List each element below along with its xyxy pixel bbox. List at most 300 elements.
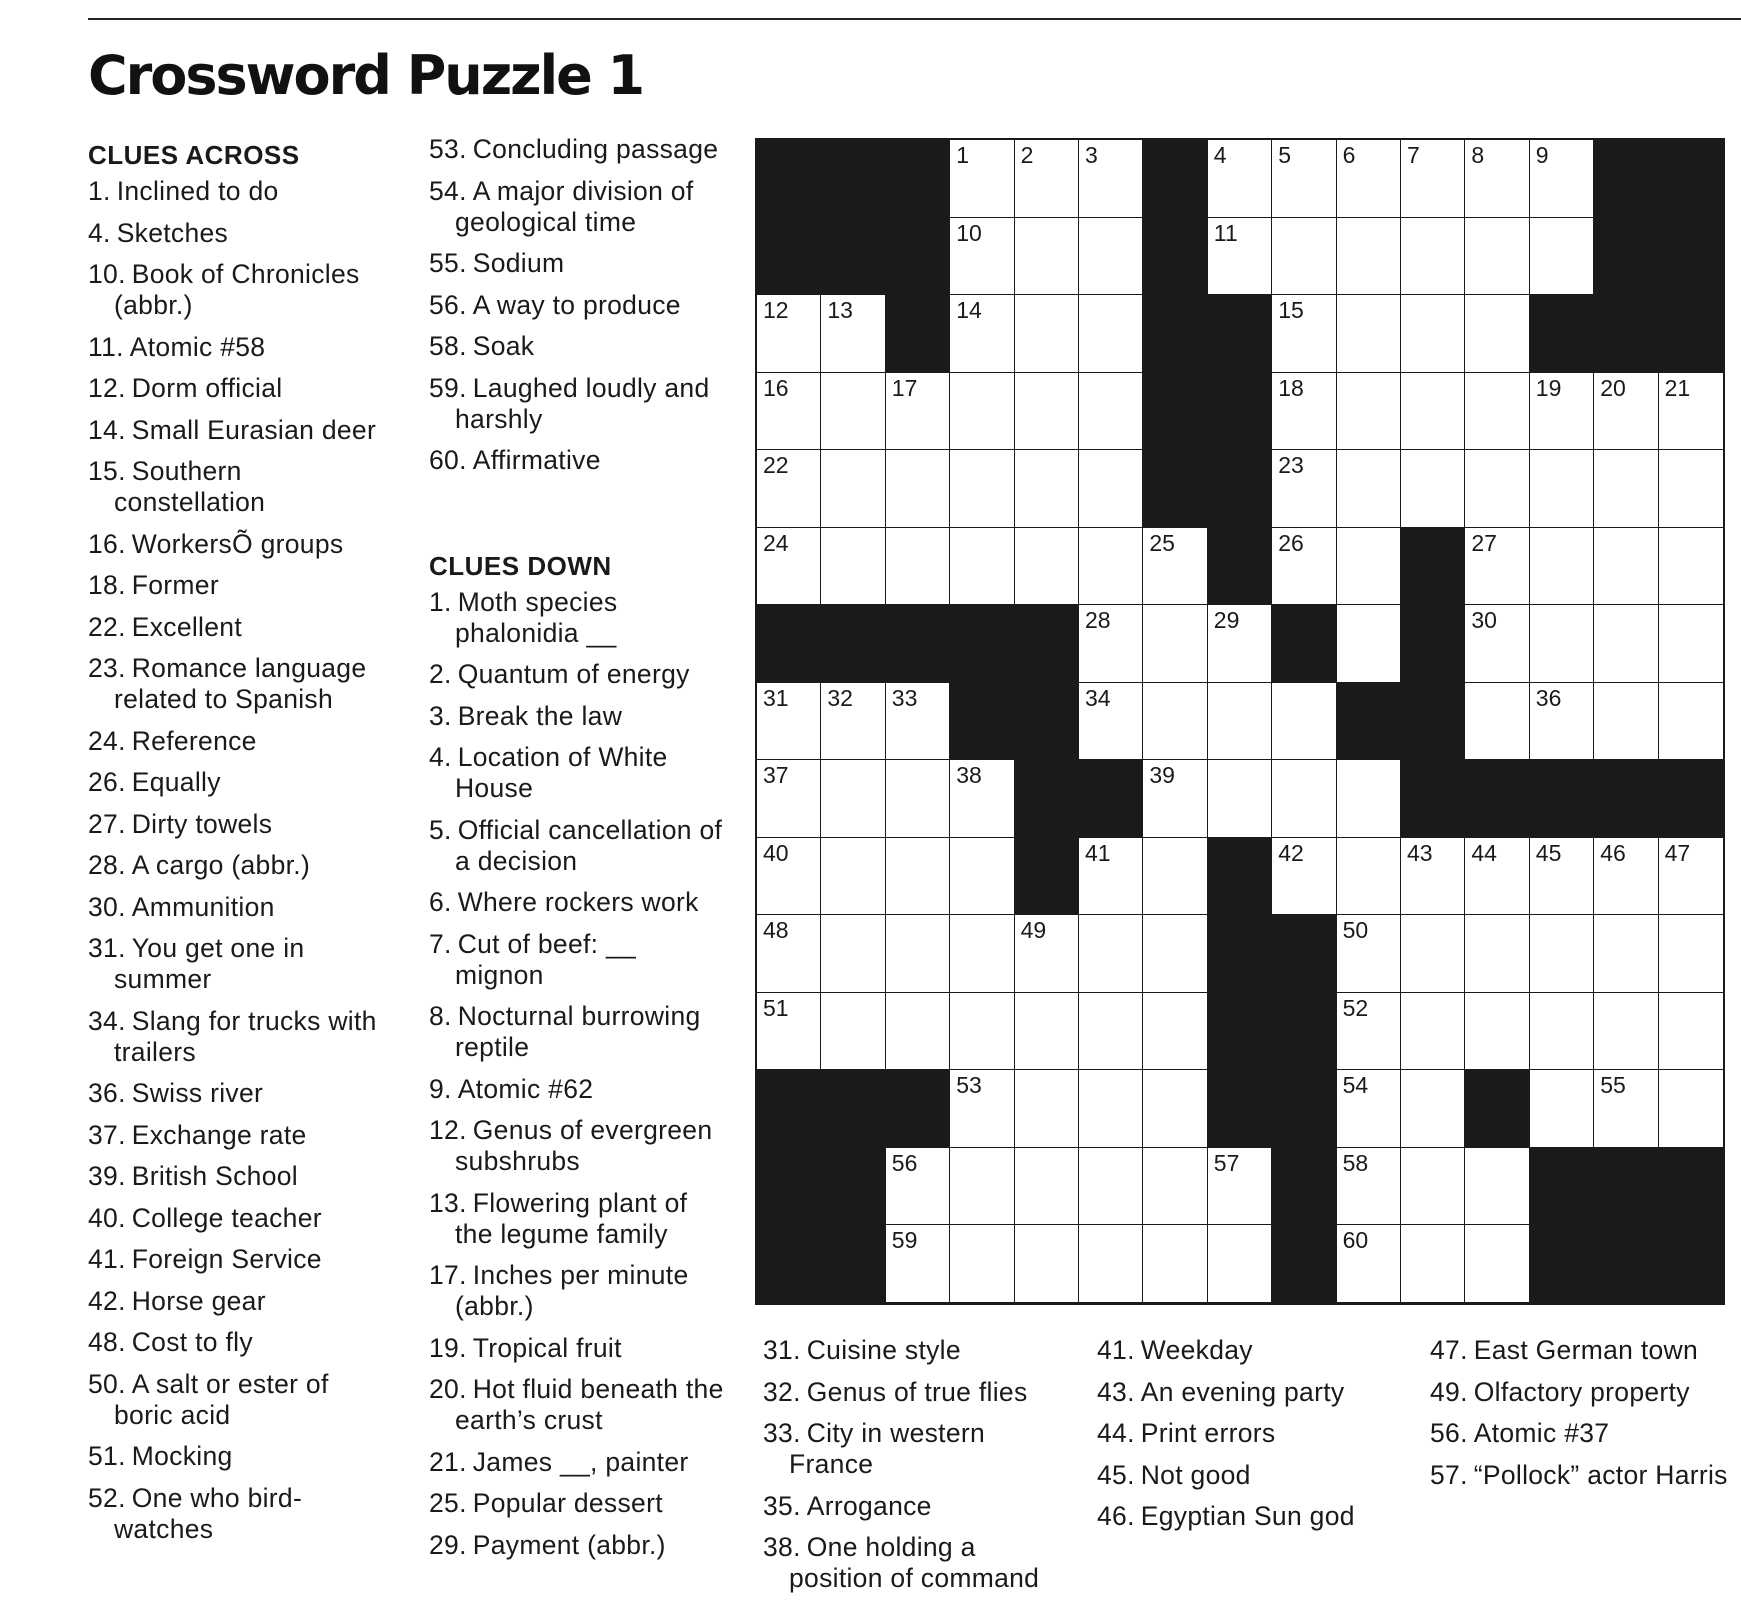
grid-cell[interactable] bbox=[1272, 218, 1336, 296]
clue-item bbox=[429, 815, 729, 877]
black-cell bbox=[1272, 605, 1336, 683]
grid-cell[interactable] bbox=[1272, 683, 1336, 761]
grid-cell[interactable] bbox=[1337, 373, 1401, 451]
clue-text: Dorm official bbox=[131, 373, 283, 403]
grid-cell[interactable] bbox=[1015, 295, 1079, 373]
black-cell bbox=[1659, 295, 1723, 373]
clue-number: 36. bbox=[88, 1078, 126, 1108]
black-cell bbox=[1143, 295, 1207, 373]
grid-cell[interactable] bbox=[757, 450, 821, 528]
clue-number: 27. bbox=[88, 808, 126, 839]
grid-cell[interactable] bbox=[886, 1225, 950, 1303]
cell-number: 7 bbox=[1407, 142, 1420, 168]
grid-cell[interactable] bbox=[757, 915, 821, 993]
grid-cell[interactable] bbox=[886, 993, 950, 1071]
black-cell bbox=[886, 605, 950, 683]
clue-text: City in western France bbox=[789, 1418, 986, 1479]
clue-text: Sodium bbox=[472, 248, 565, 278]
grid-cell[interactable] bbox=[950, 218, 1014, 296]
grid-cell[interactable] bbox=[1465, 528, 1529, 606]
cell-number: 34 bbox=[1085, 684, 1111, 711]
grid-cell[interactable] bbox=[1272, 528, 1336, 606]
clue-item bbox=[429, 290, 729, 321]
grid-cell[interactable] bbox=[1401, 218, 1465, 296]
black-cell bbox=[1143, 218, 1207, 296]
black-cell bbox=[1208, 373, 1272, 451]
grid-cell[interactable] bbox=[950, 993, 1014, 1071]
grid-cell[interactable] bbox=[1143, 1225, 1207, 1303]
clue-item bbox=[88, 1327, 388, 1358]
black-cell bbox=[757, 1148, 821, 1226]
grid-cell[interactable] bbox=[1272, 295, 1336, 373]
grid-cell[interactable] bbox=[886, 683, 950, 761]
clue-text: Swiss river bbox=[131, 1078, 264, 1108]
clue-item bbox=[88, 612, 388, 643]
black-cell bbox=[1659, 760, 1723, 838]
grid-cell[interactable] bbox=[950, 373, 1014, 451]
grid-cell[interactable] bbox=[821, 993, 885, 1071]
grid-cell[interactable] bbox=[821, 760, 885, 838]
grid-cell[interactable] bbox=[821, 915, 885, 993]
grid-cell[interactable] bbox=[757, 373, 821, 451]
black-cell bbox=[1594, 760, 1658, 838]
grid-cell[interactable] bbox=[1401, 838, 1465, 916]
clue-item bbox=[88, 332, 388, 363]
black-cell bbox=[1401, 683, 1465, 761]
down-list-part-2 bbox=[763, 1335, 1073, 1594]
clue-number: 12. bbox=[88, 373, 126, 403]
cell-number: 16 bbox=[763, 374, 789, 401]
grid-cell[interactable] bbox=[1659, 605, 1723, 683]
clue-number: 7. bbox=[429, 928, 452, 959]
grid-cell[interactable] bbox=[1659, 838, 1723, 916]
grid-cell[interactable] bbox=[1594, 528, 1658, 606]
black-cell bbox=[1530, 1148, 1594, 1226]
black-cell bbox=[886, 295, 950, 373]
clue-text: Dirty towels bbox=[131, 808, 273, 839]
grid-cell[interactable] bbox=[1079, 140, 1143, 218]
cell-number: 9 bbox=[1535, 142, 1549, 168]
grid-cell[interactable] bbox=[1337, 218, 1401, 296]
black-cell bbox=[1208, 528, 1272, 606]
cell-number: 52 bbox=[1342, 994, 1369, 1021]
grid-cell[interactable] bbox=[1337, 1148, 1401, 1226]
black-cell bbox=[1143, 450, 1207, 528]
grid-cell[interactable] bbox=[1465, 683, 1529, 761]
grid-cell[interactable] bbox=[1594, 605, 1658, 683]
grid-cell[interactable] bbox=[1079, 605, 1143, 683]
clue-text: Moth species phalonidia __ bbox=[455, 586, 618, 648]
cell-number: 1 bbox=[956, 142, 969, 168]
clue-text: Flowering plant of the legume family bbox=[455, 1187, 688, 1249]
clue-text: Hot fluid beneath the earth’s crust bbox=[455, 1374, 724, 1435]
clue-item bbox=[88, 892, 388, 923]
grid-cell[interactable] bbox=[757, 295, 821, 373]
grid-cell[interactable] bbox=[1530, 915, 1594, 993]
grid-cell[interactable] bbox=[821, 373, 885, 451]
grid-cell[interactable] bbox=[886, 838, 950, 916]
grid-cell[interactable] bbox=[1208, 140, 1272, 218]
grid-cell[interactable] bbox=[886, 450, 950, 528]
clue-number: 57. bbox=[1430, 1459, 1468, 1490]
clues-column-2 bbox=[429, 134, 729, 1571]
grid-cell[interactable] bbox=[1208, 218, 1272, 296]
clue-number: 53. bbox=[429, 134, 467, 164]
grid-cell[interactable] bbox=[1143, 1070, 1207, 1148]
clue-item bbox=[1097, 1501, 1407, 1532]
clue-item bbox=[429, 1333, 729, 1364]
grid-cell[interactable] bbox=[1079, 1148, 1143, 1226]
black-cell bbox=[821, 605, 885, 683]
black-cell bbox=[1272, 1225, 1336, 1303]
grid-cell[interactable] bbox=[1208, 605, 1272, 683]
clue-item bbox=[88, 767, 388, 798]
across-list-part-1 bbox=[88, 176, 388, 1545]
grid-cell[interactable] bbox=[1401, 1070, 1465, 1148]
clue-text: Genus of true flies bbox=[806, 1376, 1028, 1407]
clue-number: 1. bbox=[429, 586, 452, 617]
grid-cell[interactable] bbox=[1465, 450, 1529, 528]
clue-item bbox=[429, 1115, 729, 1177]
clue-number: 41. bbox=[1097, 1335, 1135, 1365]
black-cell bbox=[1659, 140, 1723, 218]
grid-cell[interactable] bbox=[1337, 760, 1401, 838]
clue-item bbox=[88, 809, 388, 840]
grid-cell[interactable] bbox=[886, 373, 950, 451]
grid-cell[interactable] bbox=[1015, 528, 1079, 606]
cell-number: 51 bbox=[763, 994, 789, 1021]
clue-number: 50. bbox=[88, 1368, 126, 1399]
grid-cell[interactable] bbox=[950, 838, 1014, 916]
clue-text: Book of Chronicles (abbr.) bbox=[114, 259, 360, 320]
cell-number: 15 bbox=[1278, 297, 1304, 324]
clue-item bbox=[88, 218, 388, 249]
grid-cell[interactable] bbox=[1272, 140, 1336, 218]
grid-cell[interactable] bbox=[1015, 1225, 1079, 1303]
black-cell bbox=[1015, 605, 1079, 683]
grid-cell[interactable] bbox=[1401, 373, 1465, 451]
clue-text: Small Eurasian deer bbox=[131, 414, 377, 445]
grid-cell[interactable] bbox=[1079, 683, 1143, 761]
grid-cell[interactable] bbox=[1079, 218, 1143, 296]
grid-cell[interactable] bbox=[1143, 760, 1207, 838]
clue-text: Sketches bbox=[116, 217, 229, 248]
grid-cell[interactable] bbox=[1337, 1225, 1401, 1303]
grid-cell[interactable] bbox=[1594, 450, 1658, 528]
clue-number: 3. bbox=[429, 700, 452, 731]
grid-cell[interactable] bbox=[1015, 915, 1079, 993]
grid-cell[interactable] bbox=[1530, 218, 1594, 296]
grid-cell[interactable] bbox=[1465, 1148, 1529, 1226]
grid-cell[interactable] bbox=[1465, 605, 1529, 683]
grid-cell[interactable] bbox=[886, 528, 950, 606]
grid-cell[interactable] bbox=[1530, 1070, 1594, 1148]
grid-cell[interactable] bbox=[1015, 1148, 1079, 1226]
black-cell bbox=[1143, 373, 1207, 451]
clue-text: Payment (abbr.) bbox=[472, 1529, 666, 1560]
grid-cell[interactable] bbox=[1465, 1225, 1529, 1303]
grid-cell[interactable] bbox=[757, 838, 821, 916]
clue-number: 42. bbox=[88, 1285, 126, 1316]
grid-cell[interactable] bbox=[1208, 1148, 1272, 1226]
grid-cell[interactable] bbox=[1530, 683, 1594, 761]
cell-number: 55 bbox=[1600, 1072, 1626, 1099]
grid-cell[interactable] bbox=[1337, 605, 1401, 683]
grid-cell[interactable] bbox=[950, 140, 1014, 218]
grid-cell[interactable] bbox=[1337, 140, 1401, 218]
clue-item bbox=[88, 726, 388, 757]
grid-cell[interactable] bbox=[886, 915, 950, 993]
clue-number: 29. bbox=[429, 1529, 467, 1560]
grid-cell[interactable] bbox=[1465, 838, 1529, 916]
grid-cell[interactable] bbox=[1401, 140, 1465, 218]
black-cell bbox=[1594, 1225, 1658, 1303]
grid-cell[interactable] bbox=[886, 1148, 950, 1226]
cell-number: 49 bbox=[1020, 917, 1047, 944]
cell-number: 13 bbox=[827, 297, 853, 324]
grid-cell[interactable] bbox=[1530, 450, 1594, 528]
grid-cell[interactable] bbox=[1659, 373, 1723, 451]
crossword-grid bbox=[755, 138, 1725, 1305]
grid-cell[interactable] bbox=[821, 683, 885, 761]
grid-cell[interactable] bbox=[1465, 295, 1529, 373]
grid-cell[interactable] bbox=[1401, 1148, 1465, 1226]
clue-item bbox=[763, 1418, 1073, 1480]
grid-cell[interactable] bbox=[1337, 528, 1401, 606]
black-cell bbox=[757, 140, 821, 218]
clue-number: 37. bbox=[88, 1119, 126, 1150]
clue-number: 38. bbox=[763, 1532, 801, 1562]
grid-cell[interactable] bbox=[1143, 528, 1207, 606]
grid-cell[interactable] bbox=[1337, 915, 1401, 993]
clue-item bbox=[429, 701, 729, 732]
grid-cell[interactable] bbox=[1015, 218, 1079, 296]
grid-cell[interactable] bbox=[821, 528, 885, 606]
cell-number: 8 bbox=[1471, 142, 1485, 168]
grid-cell[interactable] bbox=[1594, 993, 1658, 1071]
clue-item bbox=[429, 1188, 729, 1250]
clue-number: 58. bbox=[429, 331, 467, 361]
clue-text: A cargo (abbr.) bbox=[131, 850, 311, 880]
clue-item bbox=[88, 1078, 388, 1109]
clue-text: Print errors bbox=[1140, 1418, 1276, 1448]
clue-item bbox=[763, 1377, 1073, 1408]
grid-cell[interactable] bbox=[1530, 605, 1594, 683]
grid-cell[interactable] bbox=[950, 1070, 1014, 1148]
cell-number: 44 bbox=[1471, 839, 1497, 866]
clue-item bbox=[88, 1369, 388, 1431]
black-cell bbox=[950, 605, 1014, 683]
black-cell bbox=[1272, 1070, 1336, 1148]
grid-cell[interactable] bbox=[950, 295, 1014, 373]
cell-number: 43 bbox=[1407, 839, 1433, 866]
black-cell bbox=[1208, 838, 1272, 916]
grid-cell[interactable] bbox=[1401, 993, 1465, 1071]
grid-cell[interactable] bbox=[757, 683, 821, 761]
cell-number: 23 bbox=[1278, 452, 1304, 479]
grid-cell[interactable] bbox=[1530, 373, 1594, 451]
clue-item bbox=[429, 742, 729, 804]
across-heading: CLUES ACROSS bbox=[88, 140, 300, 170]
grid-cell[interactable] bbox=[757, 760, 821, 838]
black-cell bbox=[1401, 528, 1465, 606]
grid-cell[interactable] bbox=[1465, 218, 1529, 296]
cell-number: 10 bbox=[956, 219, 982, 246]
clues-down-column-3 bbox=[763, 1335, 1073, 1605]
clues-across-column-1 bbox=[88, 134, 388, 1555]
clue-item bbox=[1430, 1460, 1735, 1491]
clue-item bbox=[429, 929, 729, 991]
grid-cell[interactable] bbox=[1143, 915, 1207, 993]
clue-item bbox=[429, 445, 729, 476]
clue-number: 11. bbox=[88, 331, 124, 362]
grid-cell[interactable] bbox=[1143, 1148, 1207, 1226]
grid-cell[interactable] bbox=[1337, 450, 1401, 528]
grid-cell[interactable] bbox=[950, 1225, 1014, 1303]
clue-number: 4. bbox=[88, 217, 111, 248]
black-cell bbox=[886, 140, 950, 218]
clue-item bbox=[1097, 1377, 1407, 1408]
cell-number: 47 bbox=[1664, 839, 1691, 866]
grid-cell[interactable] bbox=[1594, 838, 1658, 916]
grid-cell[interactable] bbox=[1208, 760, 1272, 838]
clue-item bbox=[429, 659, 729, 690]
clue-number: 40. bbox=[88, 1202, 126, 1233]
grid-cell[interactable] bbox=[1594, 683, 1658, 761]
clue-number: 32. bbox=[763, 1376, 801, 1407]
grid-cell[interactable] bbox=[1079, 915, 1143, 993]
grid-cell[interactable] bbox=[1594, 1070, 1658, 1148]
grid-cell[interactable] bbox=[1465, 915, 1529, 993]
grid-cell[interactable] bbox=[821, 295, 885, 373]
black-cell bbox=[821, 218, 885, 296]
grid-cell[interactable] bbox=[821, 838, 885, 916]
grid-cell[interactable] bbox=[1465, 140, 1529, 218]
grid-cell[interactable] bbox=[757, 528, 821, 606]
grid-cell[interactable] bbox=[950, 760, 1014, 838]
clue-number: 47. bbox=[1430, 1335, 1468, 1365]
black-cell bbox=[1272, 1148, 1336, 1226]
grid-cell[interactable] bbox=[1337, 1070, 1401, 1148]
clue-number: 54. bbox=[429, 175, 467, 206]
grid-cell[interactable] bbox=[1143, 605, 1207, 683]
clue-number: 10. bbox=[88, 259, 126, 289]
clue-text: You get one in summer bbox=[114, 933, 305, 994]
cell-number: 31 bbox=[763, 684, 789, 711]
clue-item bbox=[763, 1335, 1073, 1366]
grid-cell[interactable] bbox=[1530, 140, 1594, 218]
grid-cell[interactable] bbox=[1659, 450, 1723, 528]
clue-text: Atomic #58 bbox=[129, 331, 266, 362]
grid-cell[interactable] bbox=[1659, 915, 1723, 993]
grid-cell[interactable] bbox=[1594, 915, 1658, 993]
grid-cell[interactable] bbox=[1337, 993, 1401, 1071]
grid-cell[interactable] bbox=[1079, 295, 1143, 373]
black-cell bbox=[1208, 450, 1272, 528]
grid-cell[interactable] bbox=[1208, 683, 1272, 761]
grid-cell[interactable] bbox=[1401, 450, 1465, 528]
grid-cell[interactable] bbox=[1079, 993, 1143, 1071]
grid-cell[interactable] bbox=[1530, 528, 1594, 606]
cell-number: 18 bbox=[1278, 374, 1304, 401]
clue-text: Cost to fly bbox=[131, 1327, 253, 1357]
clues-down-column-5 bbox=[1430, 1335, 1735, 1501]
clue-text: One holding a position of command bbox=[789, 1532, 1040, 1593]
grid-cell[interactable] bbox=[1015, 450, 1079, 528]
grid-cell[interactable] bbox=[1272, 760, 1336, 838]
grid-cell[interactable] bbox=[950, 528, 1014, 606]
black-cell bbox=[1594, 140, 1658, 218]
grid-cell[interactable] bbox=[1079, 838, 1143, 916]
black-cell bbox=[1337, 683, 1401, 761]
clue-number: 55. bbox=[429, 248, 467, 278]
grid-cell[interactable] bbox=[1143, 838, 1207, 916]
grid-cell[interactable] bbox=[1401, 1225, 1465, 1303]
clue-text: Inclined to do bbox=[116, 176, 279, 206]
cell-number: 26 bbox=[1278, 529, 1304, 556]
cell-number: 45 bbox=[1535, 839, 1562, 866]
clue-number: 39. bbox=[88, 1161, 126, 1191]
clue-number: 43. bbox=[1097, 1376, 1135, 1407]
grid-cell[interactable] bbox=[1659, 683, 1723, 761]
grid-cell[interactable] bbox=[1015, 993, 1079, 1071]
cell-number: 54 bbox=[1342, 1072, 1369, 1099]
grid-cell[interactable] bbox=[1659, 528, 1723, 606]
grid-cell[interactable] bbox=[950, 450, 1014, 528]
grid-cell[interactable] bbox=[886, 760, 950, 838]
grid-cell[interactable] bbox=[1143, 993, 1207, 1071]
grid-cell[interactable] bbox=[1208, 1225, 1272, 1303]
grid-cell[interactable] bbox=[950, 915, 1014, 993]
grid-cell[interactable] bbox=[1079, 528, 1143, 606]
clue-text: Laughed loudly and harshly bbox=[455, 372, 710, 434]
grid-cell[interactable] bbox=[1594, 373, 1658, 451]
grid-cell[interactable] bbox=[1272, 373, 1336, 451]
grid-cell[interactable] bbox=[1337, 295, 1401, 373]
down-list-part-1 bbox=[429, 587, 729, 1561]
grid-cell[interactable] bbox=[1401, 915, 1465, 993]
grid-cell[interactable] bbox=[1530, 993, 1594, 1071]
grid-cell[interactable] bbox=[1015, 140, 1079, 218]
grid-cell[interactable] bbox=[1401, 295, 1465, 373]
grid-cell[interactable] bbox=[1659, 993, 1723, 1071]
grid-cell[interactable] bbox=[1465, 993, 1529, 1071]
grid-cell[interactable] bbox=[1465, 373, 1529, 451]
grid-cell[interactable] bbox=[1659, 1070, 1723, 1148]
black-cell bbox=[1143, 140, 1207, 218]
grid-cell[interactable] bbox=[1079, 450, 1143, 528]
grid-cell[interactable] bbox=[1015, 373, 1079, 451]
clue-number: 22. bbox=[88, 611, 126, 642]
grid-cell[interactable] bbox=[1079, 1225, 1143, 1303]
cell-number: 17 bbox=[891, 374, 918, 401]
clue-item bbox=[763, 1491, 1073, 1522]
clue-text: Quantum of energy bbox=[457, 659, 690, 689]
cell-number: 41 bbox=[1085, 839, 1111, 866]
grid-cell[interactable] bbox=[1272, 450, 1336, 528]
grid-cell[interactable] bbox=[1272, 838, 1336, 916]
clue-text: Foreign Service bbox=[131, 1244, 322, 1274]
grid-cell[interactable] bbox=[950, 1148, 1014, 1226]
grid-cell[interactable] bbox=[1079, 1070, 1143, 1148]
grid-cell[interactable] bbox=[1337, 838, 1401, 916]
grid-cell[interactable] bbox=[1015, 1070, 1079, 1148]
grid-cell[interactable] bbox=[821, 450, 885, 528]
grid-cell[interactable] bbox=[1530, 838, 1594, 916]
grid-cell[interactable] bbox=[1079, 373, 1143, 451]
grid-cell[interactable] bbox=[1143, 683, 1207, 761]
grid-cell[interactable] bbox=[757, 993, 821, 1071]
